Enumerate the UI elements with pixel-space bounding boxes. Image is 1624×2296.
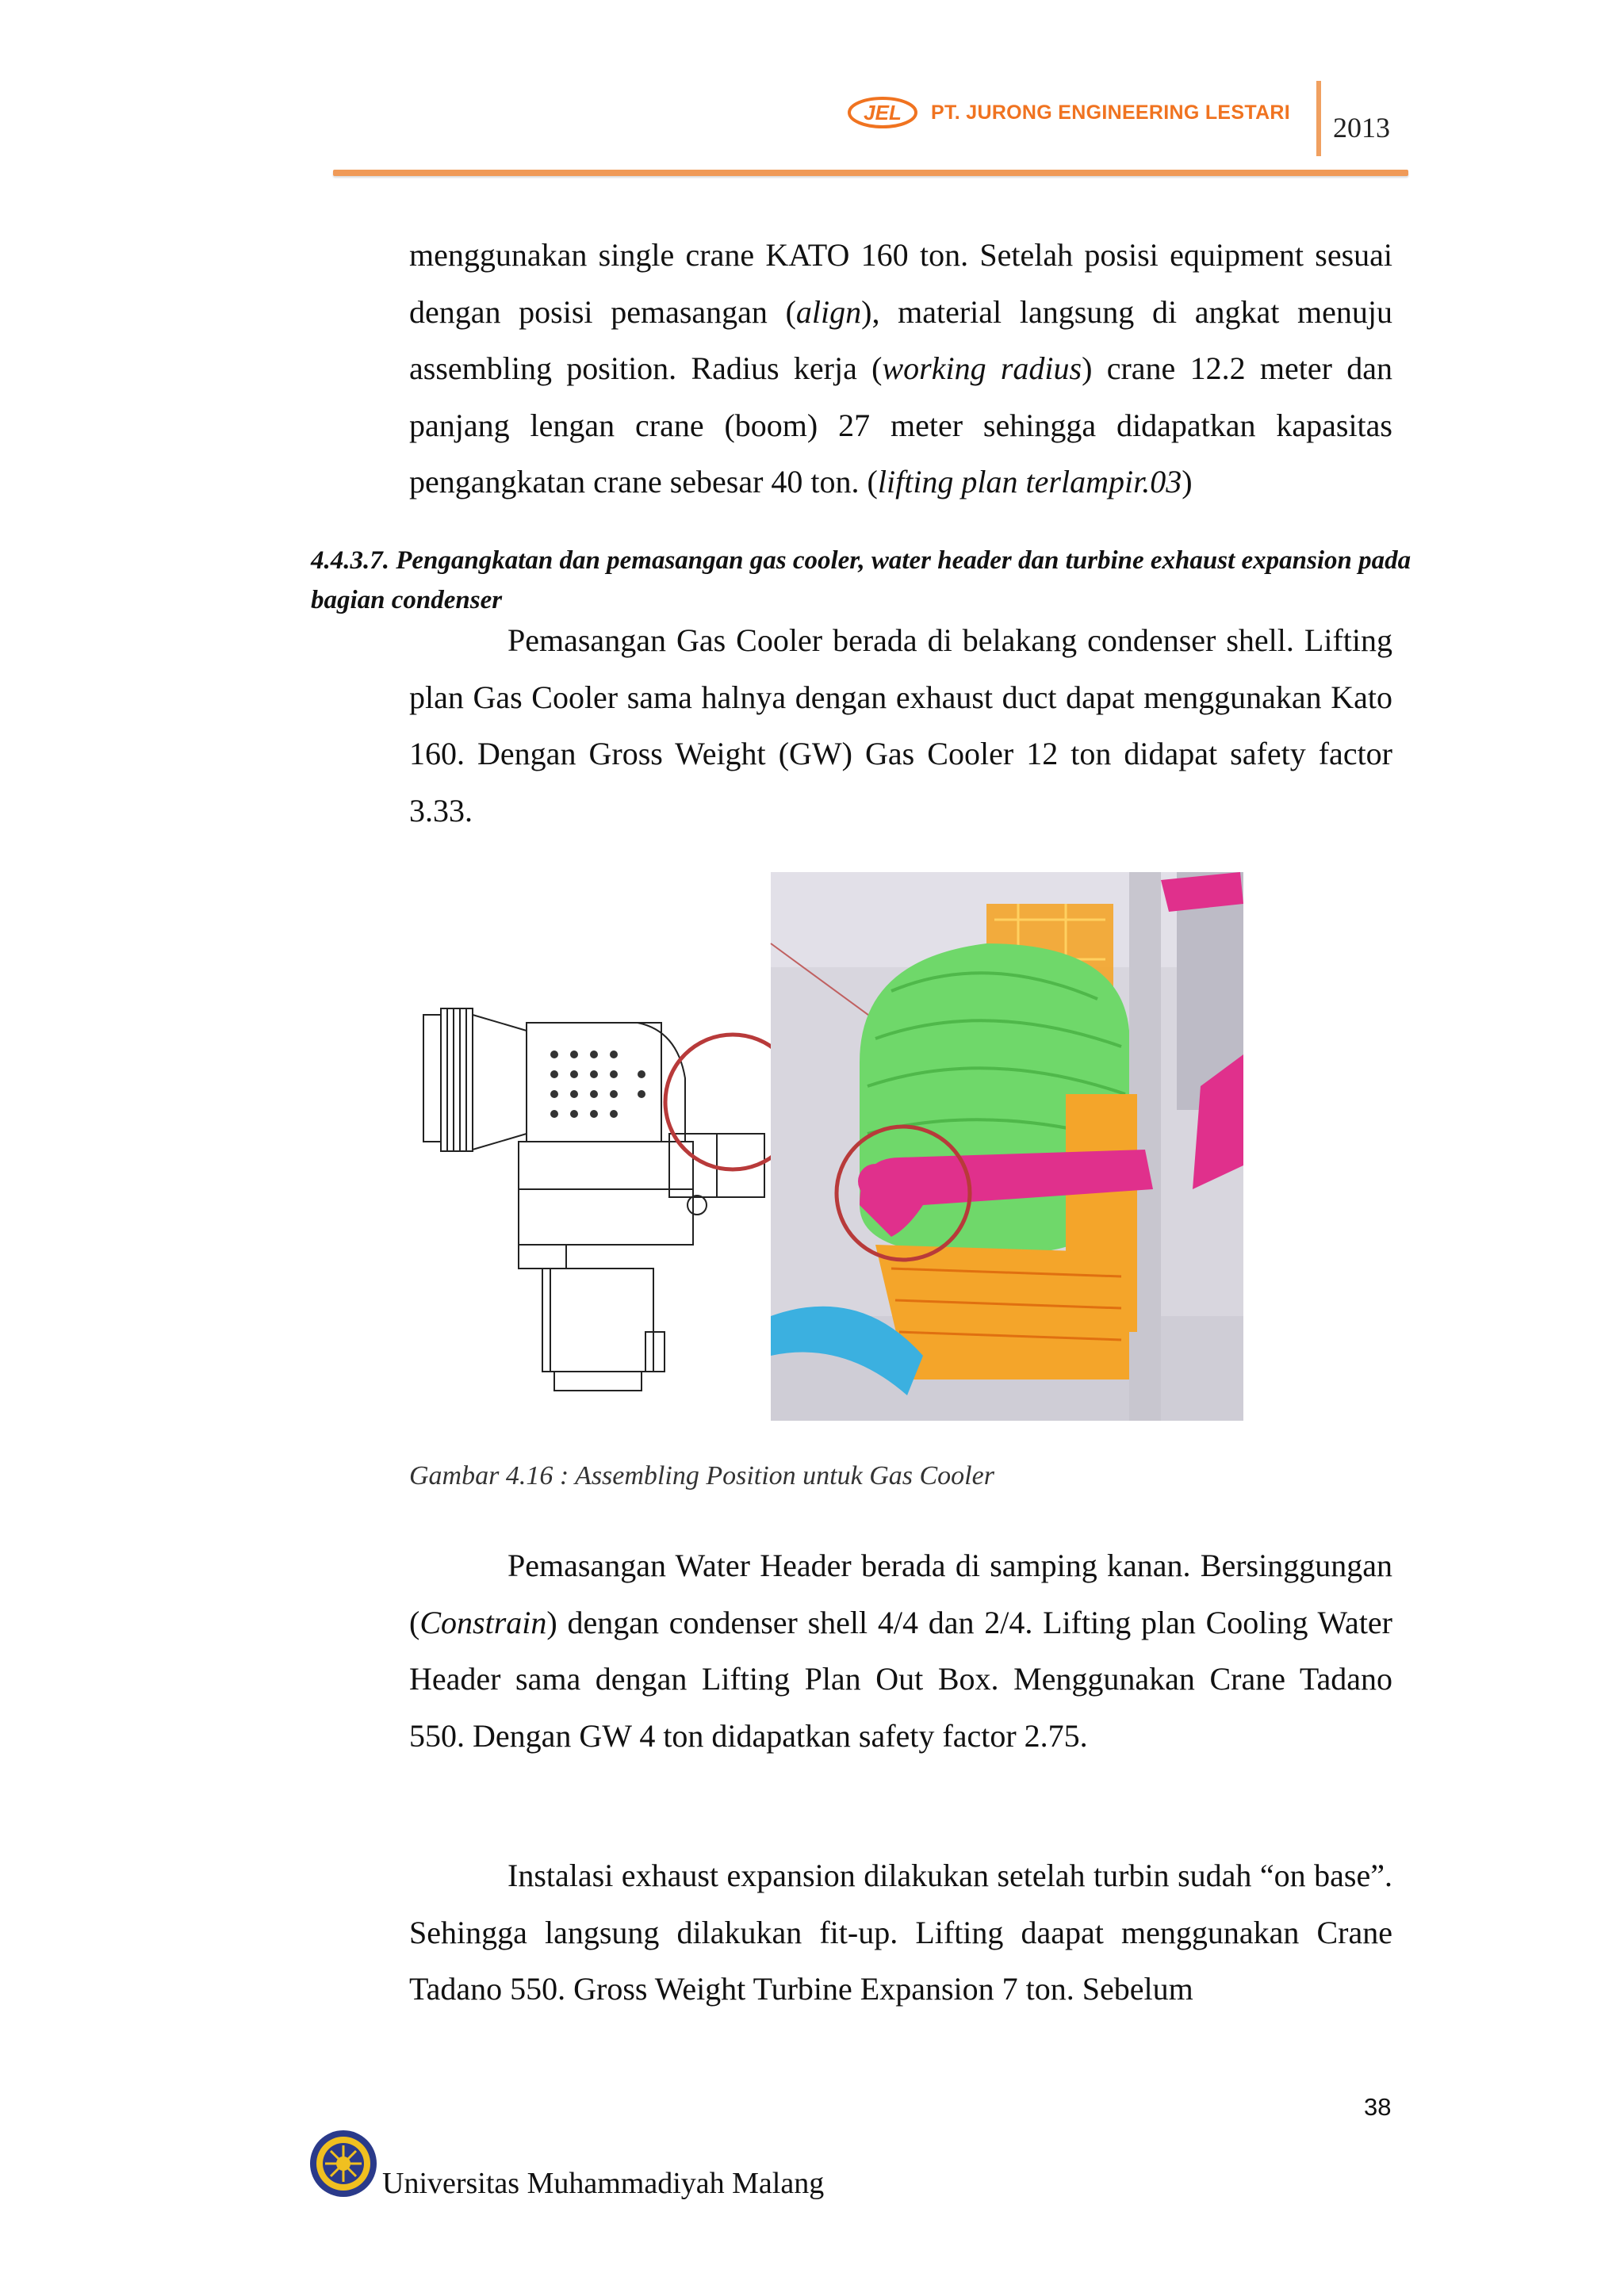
- assembling-position-figure: [416, 872, 1243, 1421]
- header-rule: [333, 170, 1408, 176]
- jel-logo: [847, 95, 918, 130]
- header-year: 2013: [1333, 112, 1390, 144]
- figure-caption: Gambar 4.16 : Assembling Position untuk Gas Cooler: [409, 1461, 994, 1490]
- page-number: 38: [1364, 2093, 1392, 2121]
- paragraph-crane-intro: menggunakan single crane KATO 160 ton. Setelah posisi equipment sesuai dengan posisi pemasangan (align), material langsung di angkat menuju assembling position. Radius kerja (working radius) crane 12.2 meter dan panjang lengan crane (boom) 27 meter sehingga didapatkan kapasitas pengangkatan crane sebesar 40 ton. (lifting plan terlampir.03): [409, 237, 1393, 499]
- company-name: PT. JURONG ENGINEERING LESTARI: [931, 101, 1291, 124]
- university-seal-icon: [308, 2128, 379, 2199]
- svg-text:JEL: JEL: [864, 101, 902, 124]
- gas-cooler-3d-render: [771, 872, 1243, 1421]
- header-company: [847, 95, 1290, 130]
- header-divider: [1316, 81, 1321, 156]
- gas-cooler-line-drawing: [423, 1008, 764, 1391]
- paragraph-exhaust-expansion: Instalasi exhaust expansion dilakukan setelah turbin sudah “on base”. Sehingga langsung dilakukan fit-up. Lifting daapat menggunakan Crane Tadano 550. Gross Weight Turbine Expansion 7 ton. Sebelum: [409, 1858, 1392, 2007]
- section-heading: 4.4.3.7. Pengangkatan dan pemasangan gas cooler, water header dan turbine exhaust expansion pada bagian condenser: [311, 546, 1411, 614]
- paragraph-gas-cooler: Pemasangan Gas Cooler berada di belakang condenser shell. Lifting plan Gas Cooler sama halnya dengan exhaust duct dapat menggunakan Kato 160. Dengan Gross Weight (GW) Gas Cooler 12 ton didapat safety factor 3.33.: [409, 622, 1392, 828]
- footer-university: Universitas Muhammadiyah Malang: [382, 2167, 825, 2200]
- paragraph-water-header: Pemasangan Water Header berada di samping kanan. Bersinggungan (Constrain) dengan condenser shell 4/4 dan 2/4. Lifting plan Cooling Water Header sama dengan Lifting Plan Out Box. Menggunakan Crane Tadano 550. Dengan GW 4 ton didapatkan safety factor 2.75.: [409, 1548, 1392, 1754]
